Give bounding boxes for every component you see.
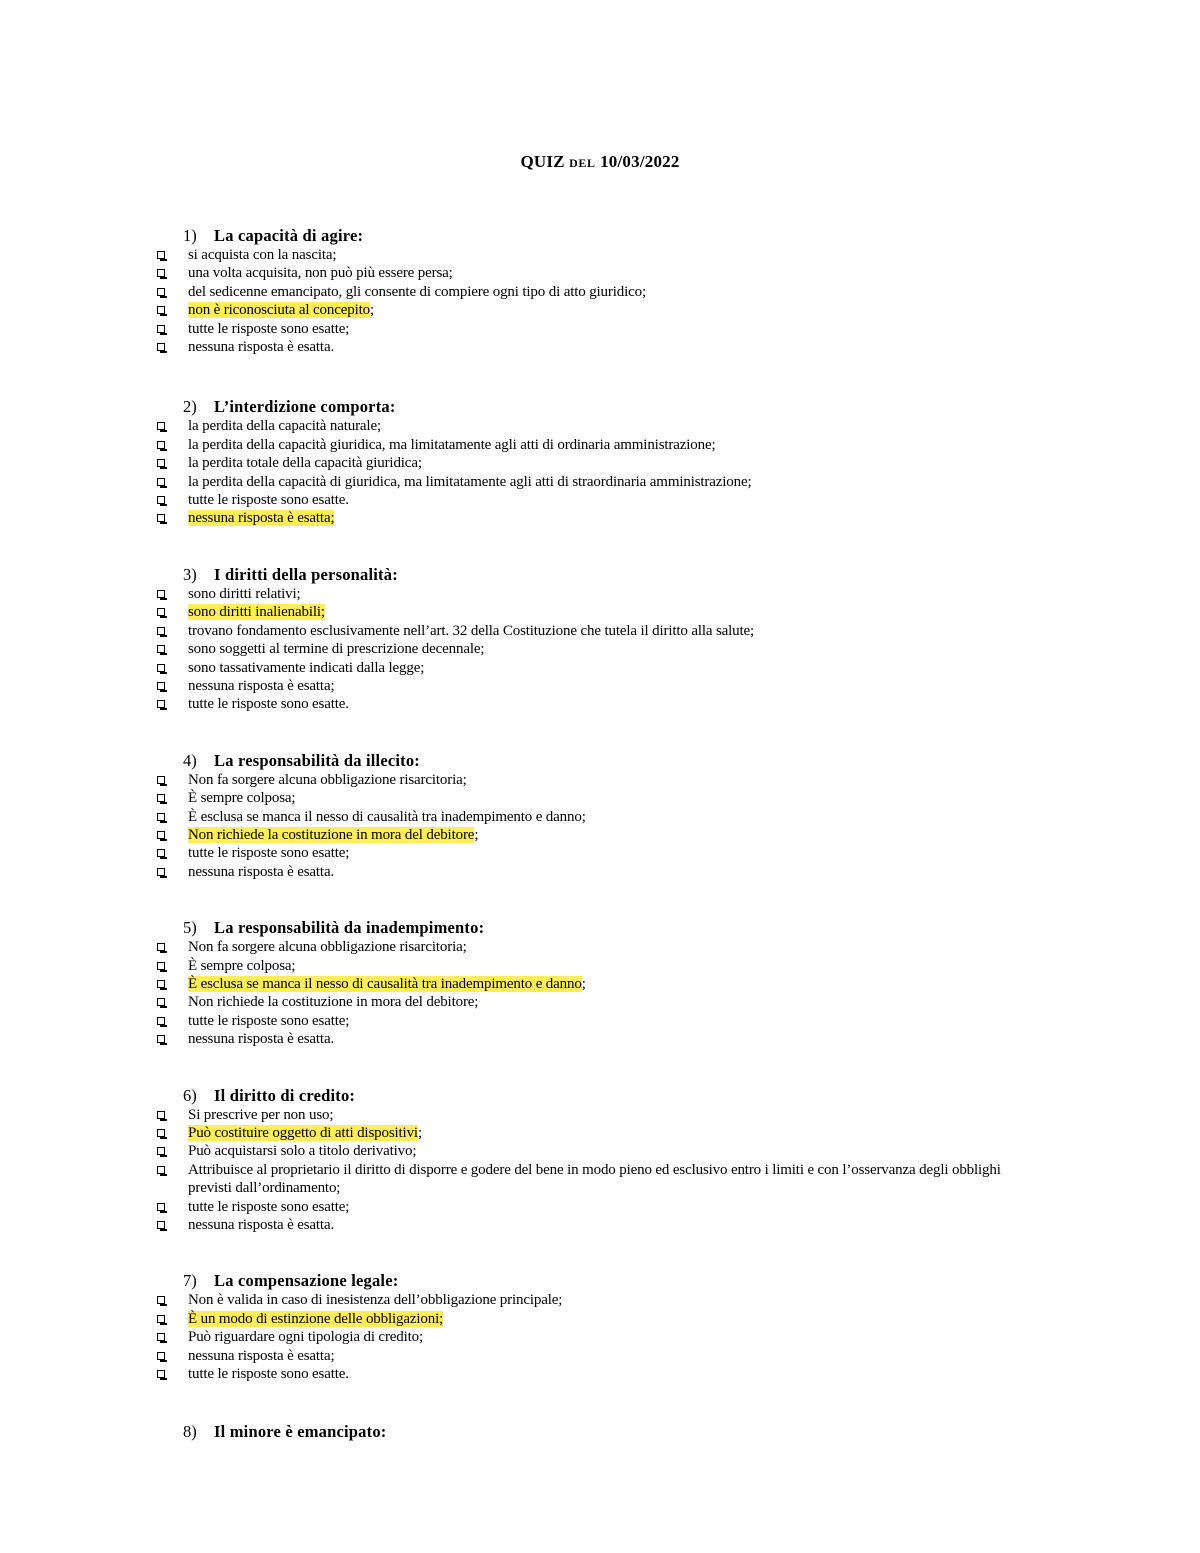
highlighted-option-text: non è riconosciuta al concepito <box>188 302 370 319</box>
option-text: si acquista con la nascita; <box>188 247 337 263</box>
title-small: DEL <box>569 156 596 170</box>
question-2 <box>0 397 1200 527</box>
highlighted-option-text: Può costituire oggetto di atti dispositivi <box>188 1125 418 1141</box>
option-text: sono soggetti al termine di prescrizione decennale; <box>188 641 485 658</box>
highlighted-option-text: È esclusa se manca il nesso di causalità tra inadempimento e danno <box>188 975 582 992</box>
question-5 <box>0 918 1200 1048</box>
option-text: È esclusa se manca il nesso di causalità tra inadempimento e danno; <box>188 808 586 825</box>
answer-option[interactable] <box>0 1124 1200 1142</box>
question-number: 2) <box>183 397 197 417</box>
question-heading <box>0 1086 1200 1106</box>
question-heading <box>0 226 1200 246</box>
answer-option[interactable] <box>0 659 1200 677</box>
checkbox-bullet-icon[interactable] <box>157 459 165 467</box>
checkbox-bullet-icon[interactable] <box>157 288 165 296</box>
checkbox-bullet-icon[interactable] <box>157 664 165 672</box>
option-text: tutte le risposte sono esatte. <box>188 492 349 509</box>
checkbox-bullet-icon[interactable] <box>157 1017 165 1025</box>
question-number: 7) <box>183 1271 197 1291</box>
answer-option[interactable] <box>0 993 1200 1011</box>
answer-option[interactable] <box>0 771 1200 789</box>
option-list <box>0 417 1200 527</box>
option-text: del sedicenne emancipato, gli consente di compiere ogni tipo di atto giuridico; <box>188 283 647 300</box>
checkbox-bullet-icon[interactable] <box>157 608 165 616</box>
checkbox-bullet-icon[interactable] <box>157 1035 165 1043</box>
option-list <box>0 1291 1200 1383</box>
question-list <box>0 226 1200 1442</box>
answer-option[interactable] <box>0 301 1200 319</box>
question-8 <box>0 1422 1200 1442</box>
answer-option[interactable] <box>0 1142 1200 1160</box>
option-text: Attribuisce al proprietario il diritto di disporre e godere del bene in modo pieno ed esclusivo entro i limiti e con l’osservanza degli obblighi previsti dall’ordinamento; <box>188 1161 1001 1197</box>
question-heading <box>0 1422 1200 1442</box>
option-text: la perdita della capacità di giuridica, ma limitatamente agli atti di straordinaria amministrazione; <box>188 473 752 490</box>
checkbox-bullet-icon[interactable] <box>157 1166 165 1174</box>
checkbox-bullet-icon[interactable] <box>157 441 165 449</box>
answer-option[interactable] <box>0 844 1200 862</box>
answer-option[interactable] <box>0 436 1200 454</box>
answer-option[interactable] <box>0 1365 1200 1383</box>
option-text: tutte le risposte sono esatte; <box>188 1198 350 1215</box>
question-text: I diritti della personalità: <box>214 564 398 584</box>
checkbox-bullet-icon[interactable] <box>157 998 165 1006</box>
question-number: 1) <box>183 226 197 245</box>
option-text: nessuna risposta è esatta. <box>188 339 335 356</box>
option-text: nessuna risposta è esatta; <box>188 677 335 694</box>
option-text: trovano fondamento esclusivamente nell’art. 32 della Costituzione che tutela il diritto alla salute; <box>188 622 755 639</box>
highlighted-option-text: nessuna risposta è esatta; <box>188 510 335 527</box>
option-text: Può riguardare ogni tipologia di credito; <box>188 1329 424 1346</box>
page-title <box>0 152 1200 172</box>
checkbox-bullet-icon[interactable] <box>157 1352 165 1360</box>
answer-option[interactable] <box>0 938 1200 956</box>
checkbox-bullet-icon[interactable] <box>157 1129 165 1137</box>
answer-option[interactable] <box>0 957 1200 975</box>
question-text: La compensazione legale: <box>214 1271 399 1291</box>
answer-option[interactable] <box>0 454 1200 472</box>
option-text: È sempre colposa; <box>188 957 296 974</box>
checkbox-bullet-icon[interactable] <box>157 776 165 784</box>
option-text: nessuna risposta è esatta. <box>188 863 335 880</box>
option-suffix: ; <box>369 302 374 319</box>
option-text: tutte le risposte sono esatte; <box>188 320 350 337</box>
answer-option[interactable] <box>0 622 1200 640</box>
option-text: sono tassativamente indicati dalla legge; <box>188 659 425 676</box>
checkbox-bullet-icon[interactable] <box>157 962 165 970</box>
question-text: L’interdizione comporta: <box>214 397 396 417</box>
question-heading <box>0 565 1200 585</box>
highlighted-option-text: È un modo di estinzione delle obbligazioni; <box>188 1310 444 1327</box>
checkbox-bullet-icon[interactable] <box>157 794 165 802</box>
checkbox-bullet-icon[interactable] <box>157 422 165 430</box>
checkbox-bullet-icon[interactable] <box>157 1111 165 1119</box>
checkbox-bullet-icon[interactable] <box>157 1333 165 1341</box>
answer-option[interactable] <box>0 1347 1200 1365</box>
question-heading <box>0 918 1200 938</box>
option-text: la perdita della capacità giuridica, ma limitatamente agli atti di ordinaria amministrazione; <box>188 436 716 453</box>
option-text: sono diritti relativi; <box>188 585 301 602</box>
option-text: tutte le risposte sono esatte; <box>188 1012 350 1029</box>
option-text: Non è valida in caso di inesistenza dell’obbligazione principale; <box>188 1292 563 1309</box>
checkbox-bullet-icon[interactable] <box>157 590 165 598</box>
checkbox-bullet-icon[interactable] <box>157 645 165 653</box>
checkbox-bullet-icon[interactable] <box>157 251 165 259</box>
checkbox-bullet-icon[interactable] <box>157 980 165 988</box>
question-text: La capacità di agire: <box>214 226 364 245</box>
answer-option[interactable] <box>0 863 1200 881</box>
answer-option[interactable] <box>0 1106 1200 1124</box>
question-number: 4) <box>183 750 197 770</box>
checkbox-bullet-icon[interactable] <box>157 496 165 504</box>
answer-option[interactable] <box>0 491 1200 509</box>
option-text: Non fa sorgere alcuna obbligazione risarcitoria; <box>188 939 467 956</box>
question-number: 3) <box>183 564 197 584</box>
answer-option[interactable] <box>0 338 1200 356</box>
answer-option[interactable] <box>0 585 1200 603</box>
checkbox-bullet-icon[interactable] <box>157 306 165 314</box>
answer-option[interactable] <box>0 417 1200 435</box>
highlighted-option-text: Non richiede la costituzione in mora del debitore <box>188 826 475 843</box>
option-list <box>0 246 1200 356</box>
answer-option[interactable] <box>0 1012 1200 1030</box>
answer-option[interactable] <box>0 1161 1200 1198</box>
option-suffix: ; <box>474 826 479 843</box>
question-4 <box>0 751 1200 881</box>
option-list <box>0 1106 1200 1235</box>
checkbox-bullet-icon[interactable] <box>157 831 165 839</box>
option-text: Non richiede la costituzione in mora del debitore; <box>188 994 479 1011</box>
answer-option[interactable] <box>0 808 1200 826</box>
answer-option[interactable] <box>0 695 1200 713</box>
option-list <box>0 771 1200 881</box>
answer-option[interactable] <box>0 975 1200 993</box>
checkbox-bullet-icon[interactable] <box>157 682 165 690</box>
checkbox-bullet-icon[interactable] <box>157 343 165 351</box>
checkbox-bullet-icon[interactable] <box>157 478 165 486</box>
checkbox-bullet-icon[interactable] <box>157 943 165 951</box>
question-heading <box>0 751 1200 771</box>
checkbox-bullet-icon[interactable] <box>157 1221 165 1229</box>
answer-option[interactable] <box>0 603 1200 621</box>
answer-option[interactable] <box>0 1291 1200 1309</box>
option-text: una volta acquisita, non può più essere persa; <box>188 265 453 282</box>
checkbox-bullet-icon[interactable] <box>157 1370 165 1378</box>
answer-option[interactable] <box>0 473 1200 491</box>
question-6 <box>0 1086 1200 1235</box>
answer-option[interactable] <box>0 640 1200 658</box>
option-text: tutte le risposte sono esatte. <box>188 696 349 713</box>
option-text: tutte le risposte sono esatte. <box>188 1366 349 1383</box>
answer-option[interactable] <box>0 1216 1200 1234</box>
question-3 <box>0 565 1200 714</box>
checkbox-bullet-icon[interactable] <box>157 813 165 821</box>
option-text: È sempre colposa; <box>188 790 296 807</box>
question-text: La responsabilità da inadempimento: <box>214 918 485 938</box>
checkbox-bullet-icon[interactable] <box>157 849 165 857</box>
answer-option[interactable] <box>0 1328 1200 1346</box>
checkbox-bullet-icon[interactable] <box>157 514 165 522</box>
question-number: 5) <box>183 918 197 938</box>
checkbox-bullet-icon[interactable] <box>157 325 165 333</box>
option-text: nessuna risposta è esatta. <box>188 1031 335 1048</box>
checkbox-bullet-icon[interactable] <box>157 1203 165 1211</box>
answer-option[interactable] <box>0 1310 1200 1328</box>
option-suffix: ; <box>417 1125 422 1141</box>
answer-option[interactable] <box>0 826 1200 844</box>
answer-option[interactable] <box>0 264 1200 282</box>
checkbox-bullet-icon[interactable] <box>157 269 165 277</box>
answer-option[interactable] <box>0 1198 1200 1216</box>
checkbox-bullet-icon[interactable] <box>157 627 165 635</box>
question-number: 6) <box>183 1085 197 1105</box>
option-list <box>0 585 1200 714</box>
highlighted-option-text: sono diritti inalienabili; <box>188 604 325 621</box>
option-text: nessuna risposta è esatta. <box>188 1217 335 1234</box>
question-1 <box>0 226 1200 356</box>
option-text: Si prescrive per non uso; <box>188 1106 334 1123</box>
title-date: 10/03/2022 <box>600 152 680 171</box>
question-number: 8) <box>183 1422 197 1442</box>
answer-option[interactable] <box>0 677 1200 695</box>
checkbox-bullet-icon[interactable] <box>157 1147 165 1155</box>
answer-option[interactable] <box>0 283 1200 301</box>
title-main: QUIZ <box>520 152 565 171</box>
option-text: Non fa sorgere alcuna obbligazione risarcitoria; <box>188 771 467 788</box>
question-text: Il diritto di credito: <box>214 1085 356 1105</box>
checkbox-bullet-icon[interactable] <box>157 868 165 876</box>
answer-option[interactable] <box>0 320 1200 338</box>
question-7 <box>0 1271 1200 1383</box>
question-text: La responsabilità da illecito: <box>214 750 420 770</box>
option-text: Può acquistarsi solo a titolo derivativo; <box>188 1143 417 1160</box>
checkbox-bullet-icon[interactable] <box>157 1296 165 1304</box>
option-text: tutte le risposte sono esatte; <box>188 845 350 862</box>
option-text: nessuna risposta è esatta; <box>188 1347 335 1364</box>
answer-option[interactable] <box>0 509 1200 527</box>
answer-option[interactable] <box>0 246 1200 264</box>
option-text: la perdita della capacità naturale; <box>188 418 381 435</box>
option-list <box>0 938 1200 1048</box>
answer-option[interactable] <box>0 789 1200 807</box>
question-heading <box>0 397 1200 417</box>
question-heading <box>0 1271 1200 1291</box>
checkbox-bullet-icon[interactable] <box>157 700 165 708</box>
option-suffix: ; <box>581 975 586 992</box>
option-text: la perdita totale della capacità giuridica; <box>188 455 422 472</box>
question-text: Il minore è emancipato: <box>214 1422 387 1442</box>
checkbox-bullet-icon[interactable] <box>157 1315 165 1323</box>
answer-option[interactable] <box>0 1030 1200 1048</box>
